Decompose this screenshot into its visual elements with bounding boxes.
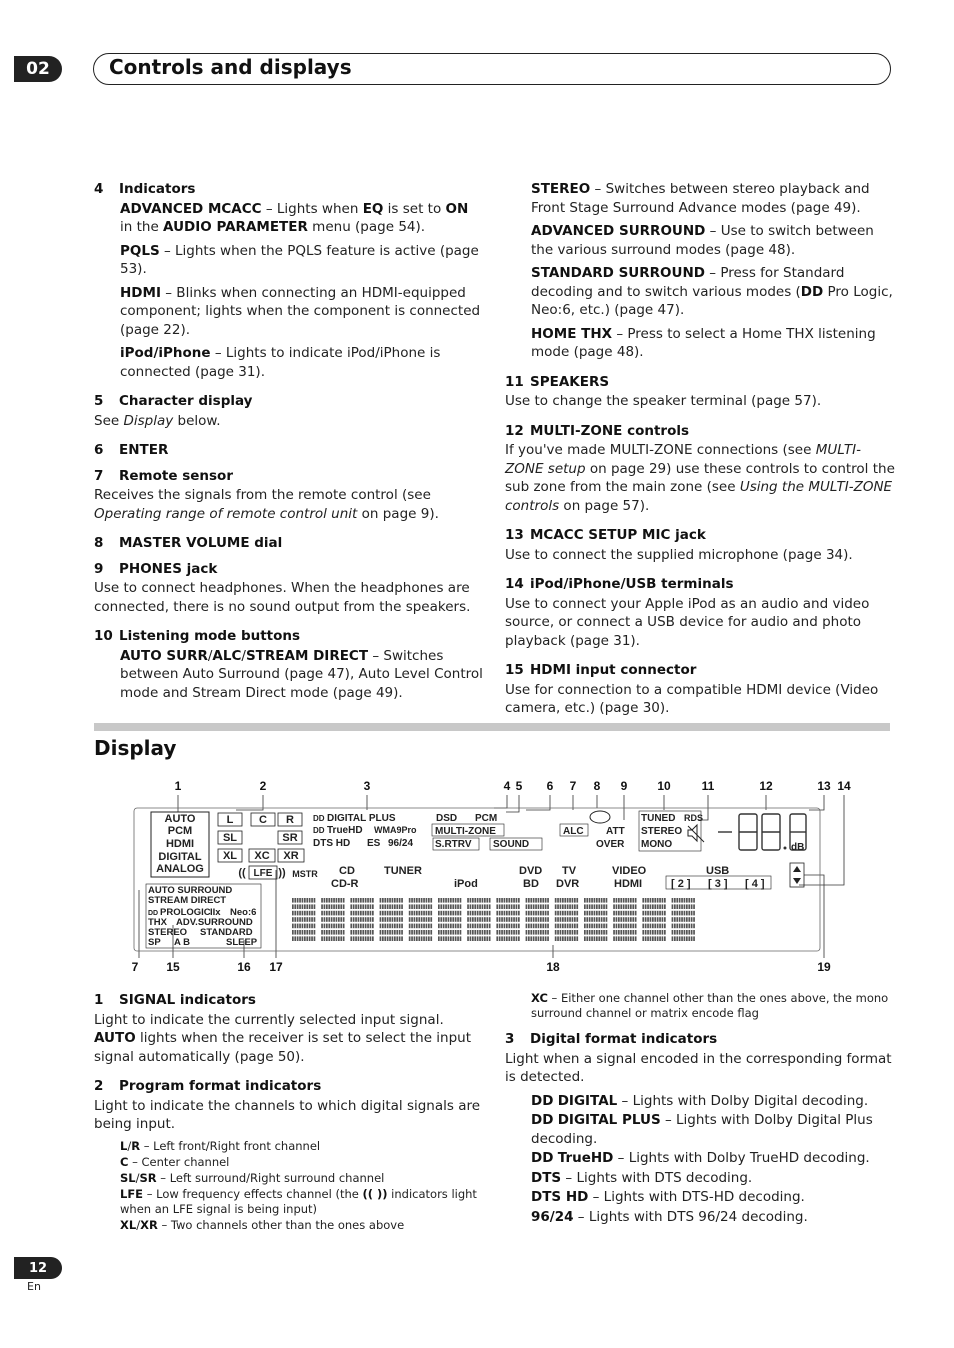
text: – Lights with Dolby Digital decoding. <box>617 1092 869 1109</box>
src-tuner: TUNER <box>384 865 422 877</box>
character-display-matrix <box>292 898 695 941</box>
item-number: 1 <box>94 992 104 1008</box>
callout-10: 10 <box>657 779 671 793</box>
ind-alc: ALC <box>563 826 584 837</box>
format-entry <box>531 1208 895 1227</box>
text: – Switches between stereo playback and Front Stage Surround Advance modes (page 49). <box>531 181 870 216</box>
term: TrueHD <box>557 1150 614 1166</box>
ch-xc: XC <box>254 850 270 862</box>
item-title: Program format indicators <box>119 1078 322 1094</box>
section-title: Display <box>94 736 177 760</box>
callout-18: 18 <box>546 960 560 974</box>
text: – Blinks when connecting an HDMI-equipped component; lights when the component is connected (page 22). <box>120 284 481 338</box>
item-number: 7 <box>94 467 104 484</box>
item-title: HDMI input connector <box>530 662 697 678</box>
callout-11: 11 <box>701 779 715 793</box>
dolby-logo-icon: DD <box>531 1150 554 1166</box>
callout-14: 14 <box>837 779 851 793</box>
callout-7: 7 <box>569 779 577 793</box>
lfe-indicator: (( )) <box>362 1186 388 1201</box>
item-desc <box>94 486 484 523</box>
src-dvr: DVR <box>556 878 580 890</box>
term: STANDARD SURROUND <box>531 265 706 281</box>
term: HOME THX <box>531 325 613 342</box>
item-title: PHONES jack <box>119 560 218 577</box>
item-desc <box>94 1029 484 1066</box>
mode-standard: STANDARD <box>200 927 253 938</box>
item-number: 12 <box>505 422 524 439</box>
page-number: 12 <box>14 1257 62 1279</box>
term: STREAM DIRECT <box>245 647 369 664</box>
term: STEREO <box>531 181 591 197</box>
mode-stream-direct: STREAM DIRECT <box>148 895 227 906</box>
item-title: SPEAKERS <box>530 373 610 390</box>
text: – Center channel <box>128 1154 230 1169</box>
item-number: 14 <box>505 576 524 592</box>
character-cell <box>321 898 344 941</box>
fmt-96-24: 96/24 <box>388 838 414 849</box>
item-desc <box>505 441 895 515</box>
signal-hdmi: HDMI <box>165 838 195 850</box>
term: AUDIO PARAMETER <box>163 219 308 235</box>
item-desc: Use for connection to a compatible HDMI device (Video camera, etc.) (page 30). <box>505 681 879 716</box>
callout-6: 6 <box>546 779 554 793</box>
text: Receives the signals from the remote control (see <box>94 487 431 503</box>
callout-13: 13 <box>817 779 831 793</box>
item-desc <box>94 647 484 703</box>
ch-sr: SR <box>282 832 298 844</box>
text: – Lights with Dolby TrueHD decoding. <box>613 1150 870 1166</box>
callout-12: 12 <box>759 779 773 793</box>
chapter-title: Controls and displays <box>109 55 352 79</box>
text: – Lights when the PQLS feature is active (page 53). <box>120 242 479 277</box>
text: – Left surround/Right surround channel <box>156 1170 385 1185</box>
item-title: Listening mode buttons <box>119 628 301 644</box>
item-title: Remote sensor <box>119 467 233 484</box>
term: 96/24 <box>531 1208 574 1225</box>
mode-stereo: STEREO <box>148 927 188 938</box>
item-number: 6 <box>94 442 104 458</box>
text: / <box>136 1217 141 1232</box>
right-column <box>505 180 895 723</box>
term: DIGITAL PLUS <box>557 1112 661 1128</box>
ref: Operating range of remote control unit <box>94 505 358 522</box>
ref: MULTI-ZONE setup <box>505 442 861 477</box>
term: R <box>131 1138 141 1153</box>
fmt-digital-plus: DIGITAL PLUS <box>327 813 396 824</box>
text: on page 57). <box>559 497 650 514</box>
term: PQLS <box>120 242 160 259</box>
character-cell <box>292 898 315 941</box>
mode-neo6: Neo:6 <box>230 907 257 918</box>
indicator-desc <box>94 200 484 237</box>
callout-7-bottom: 7 <box>131 960 139 974</box>
src-cd-r: CD-R <box>331 878 359 890</box>
callout-3: 3 <box>363 779 371 793</box>
xc-entry <box>505 991 895 1021</box>
callout-16: 16 <box>237 960 251 974</box>
term: LFE <box>120 1186 144 1201</box>
term: XC <box>531 991 548 1005</box>
ind-sound: SOUND <box>493 839 530 850</box>
text: in the <box>120 219 164 235</box>
front-panel-display-diagram <box>94 770 894 980</box>
item-number: 2 <box>94 1078 104 1094</box>
ind-mono: MONO <box>641 839 673 850</box>
channel-entry <box>120 1171 484 1186</box>
dolby-logo-icon: DD <box>313 814 325 823</box>
signal-analog: ANALOG <box>156 863 204 875</box>
item-number: 15 <box>505 662 524 678</box>
item-number: 9 <box>94 560 104 577</box>
item-desc: Use to connect the supplied microphone (page 34). <box>505 546 853 563</box>
callout-15: 15 <box>166 960 180 974</box>
callout-2: 2 <box>259 779 267 793</box>
text: – Lights with DTS-HD decoding. <box>588 1189 805 1205</box>
fmt-dsd: DSD <box>436 813 458 824</box>
text: indicators light when an LFE signal is being input) <box>120 1186 477 1216</box>
ch-mstr: MSTR <box>292 869 318 879</box>
signal-auto: AUTO <box>164 813 196 825</box>
zone-4: [ 4 ] <box>745 878 765 890</box>
callout-1: 1 <box>174 779 182 793</box>
format-entry <box>531 1149 895 1168</box>
indicator-desc <box>94 344 484 381</box>
ch-xl: XL <box>222 850 238 862</box>
character-cell <box>642 898 665 941</box>
mode-desc <box>505 222 895 259</box>
updown-icon <box>790 863 804 887</box>
dolby-logo-icon: DD <box>531 1112 554 1128</box>
callout-8: 8 <box>593 779 601 793</box>
text: – Lights when <box>261 200 363 217</box>
item-title: MULTI-ZONE controls <box>530 422 690 439</box>
signal-digital: DIGITAL <box>158 851 202 863</box>
ref: Display <box>123 412 174 429</box>
term: SR <box>139 1170 157 1185</box>
lfe-right-bracket: )) <box>278 867 286 879</box>
item-desc <box>94 412 484 431</box>
term: SL <box>120 1170 136 1185</box>
character-cell <box>672 898 695 941</box>
ch-sl: SL <box>222 832 238 844</box>
pqls-icon <box>590 811 610 823</box>
digital-format-text <box>505 991 895 1227</box>
text: – Lights with DTS 96/24 decoding. <box>573 1208 808 1225</box>
ind-sp: SP <box>148 937 161 948</box>
item-title: Character display <box>119 393 253 409</box>
character-cell <box>584 898 607 941</box>
fmt-wma9pro: WMA9Pro <box>374 825 417 835</box>
item-number: 5 <box>94 393 104 409</box>
term: DTS <box>531 1169 562 1186</box>
term: EQ <box>362 200 384 217</box>
callout-4: 4 <box>503 779 511 793</box>
fmt-truehd: TrueHD <box>327 825 363 836</box>
item-desc: Use to connect your Apple iPod as an audio and video source, or connect a USB device for audio and photo playback (page 31). <box>505 595 870 649</box>
src-dvd: DVD <box>519 865 543 877</box>
mode-desc <box>505 325 895 362</box>
item-title: Digital format indicators <box>530 1031 718 1047</box>
text: – Use to switch between the various surround modes (page 48). <box>531 223 874 258</box>
term: ADVANCED MCACC <box>120 200 262 217</box>
ind-multi-zone: MULTI-ZONE <box>435 826 496 837</box>
format-entry <box>531 1092 895 1111</box>
ch-lfe: LFE <box>253 868 273 879</box>
text: See <box>94 412 124 429</box>
item-title: iPod/iPhone/USB terminals <box>530 576 734 592</box>
text: on page 9). <box>357 505 439 522</box>
item-desc: Light when a signal encoded in the corresponding format is detected. <box>505 1050 892 1085</box>
mode-thx: THX <box>148 917 167 928</box>
dolby-logo-icon: DD <box>313 826 325 835</box>
ind-stereo: STEREO <box>641 826 683 837</box>
item-number: 8 <box>94 535 104 551</box>
item-title: SIGNAL indicators <box>119 992 256 1008</box>
signal-indicators-text <box>94 991 484 1234</box>
ind-att: ATT <box>606 826 625 837</box>
character-cell <box>496 898 519 941</box>
text: – Lights to indicate iPod/iPhone is connected (page 31). <box>120 345 441 380</box>
text: – Two channels other than the ones above <box>157 1217 405 1232</box>
term: ADVANCED SURROUND <box>531 223 706 239</box>
character-cell <box>350 898 373 941</box>
term: DIGITAL <box>557 1092 618 1109</box>
format-entry <box>531 1169 895 1188</box>
src-video: VIDEO <box>612 865 647 877</box>
ch-xr: XR <box>283 850 299 862</box>
callout-19: 19 <box>817 960 831 974</box>
dolby-logo-icon: DD <box>148 910 159 917</box>
term: iPod/iPhone <box>120 345 211 361</box>
callout-5: 5 <box>515 779 523 793</box>
character-cell <box>555 898 578 941</box>
text: menu (page 54). <box>307 219 426 235</box>
channel-entry <box>120 1187 484 1217</box>
term: DTS HD <box>531 1189 589 1205</box>
mode-desc <box>505 180 895 217</box>
zone-3: [ 3 ] <box>708 878 728 890</box>
ch-c: C <box>259 814 267 826</box>
format-entry <box>531 1188 895 1207</box>
signal-pcm: PCM <box>167 825 193 837</box>
src-ipod: iPod <box>454 878 478 890</box>
ch-l: L <box>226 814 234 826</box>
mode-prologic: PROLOGIC <box>160 907 211 918</box>
item-desc: Use to connect headphones. When the headphones are connected, there is no sound output from the speakers. <box>94 580 471 615</box>
fmt-dts-hd: DTS HD <box>313 838 351 849</box>
section-divider <box>94 723 890 731</box>
callout-9: 9 <box>620 779 628 793</box>
text: – Left front/Right front channel <box>140 1138 321 1153</box>
ref: Using the MULTI-ZONE controls <box>505 479 893 514</box>
item-title: ENTER <box>119 442 169 458</box>
text: – Press to select a Home THX listening mode (page 48). <box>531 325 876 360</box>
dolby-logo-icon: DD <box>531 1092 554 1109</box>
text: / <box>135 1170 140 1185</box>
text: – Switches between Auto Surround (page 47), Auto Level Control mode and Stream Direct mode (page 49). <box>120 647 483 701</box>
mute-icon <box>688 825 704 842</box>
mode-desc <box>505 264 895 320</box>
channel-entry <box>120 1218 484 1233</box>
indicator-desc <box>94 284 484 340</box>
term: C <box>120 1154 129 1169</box>
ind-speaker-ab: A B <box>174 937 191 948</box>
character-cell <box>467 898 490 941</box>
text: – Lights with DTS decoding. <box>561 1169 753 1186</box>
text: / <box>127 1138 132 1153</box>
ind-rds: RDS <box>684 813 704 823</box>
ind-over: OVER <box>596 839 625 850</box>
item-title: MASTER VOLUME dial <box>119 535 283 551</box>
text: / <box>207 647 213 664</box>
src-cd: CD <box>339 865 355 877</box>
lfe-left-bracket: (( <box>238 867 246 879</box>
text: is set to <box>383 200 446 217</box>
format-entry <box>531 1111 895 1148</box>
chapter-number: 02 <box>14 56 62 82</box>
text: / <box>241 647 246 664</box>
fmt-es: ES <box>367 838 381 849</box>
src-hdmi: HDMI <box>614 878 643 890</box>
fmt-pcm: PCM <box>475 813 498 824</box>
item-desc: Light to indicate the channels to which digital signals are being input. <box>94 1097 481 1132</box>
ch-r: R <box>286 814 294 826</box>
term: XR <box>140 1217 158 1232</box>
character-cell <box>438 898 461 941</box>
term: ON <box>445 200 469 217</box>
term: ALC <box>212 647 242 664</box>
indicator-desc <box>94 242 484 279</box>
mode-auto-surround: AUTO SURROUND <box>148 885 233 896</box>
text: – Either one channel other than the ones above, the mono surround channel or matrix encode flag <box>531 991 889 1020</box>
dolby-logo-icon: DD <box>800 283 824 300</box>
text: – Press for Standard decoding and to switch various modes ( <box>531 265 845 300</box>
text: lights when the receiver is set to select the input signal automatically (page 50). <box>94 1030 472 1065</box>
channel-entry <box>120 1139 484 1154</box>
src-bd: BD <box>523 878 539 890</box>
item-number: 11 <box>505 373 524 390</box>
item-title: Indicators <box>119 181 196 197</box>
mode-iix: IIx <box>210 907 221 918</box>
text: on page 29) use these controls to control the sub zone from the main zone (see <box>505 460 895 495</box>
format-list <box>505 1092 895 1227</box>
src-usb: USB <box>706 865 730 877</box>
text: below. <box>173 412 221 429</box>
page-language: En <box>27 1280 41 1293</box>
item-number: 3 <box>505 1031 515 1047</box>
text: If you've made MULTI-ZONE connections (see <box>505 442 816 458</box>
item-number: 10 <box>94 628 113 644</box>
term: AUTO SURR <box>120 647 208 664</box>
item-number: 4 <box>94 181 104 197</box>
item-desc: Light to indicate the currently selected input signal. <box>94 1011 444 1028</box>
item-desc: Use to change the speaker terminal (page 57). <box>505 393 822 409</box>
text: – Lights with Dolby Digital Plus decoding. <box>531 1112 873 1147</box>
channel-list <box>94 1139 484 1233</box>
term: AUTO <box>94 1030 136 1046</box>
item-number: 13 <box>505 527 524 543</box>
term: HDMI <box>120 284 161 301</box>
ind-s-rtrv: S.RTRV <box>435 839 472 850</box>
mode-adv-surround: ADV.SURROUND <box>176 917 253 928</box>
text: Pro Logic, Neo:6, etc.) (page 47). <box>531 283 893 318</box>
channel-entry <box>120 1155 484 1170</box>
ind-tuned: TUNED <box>641 813 676 824</box>
term: L <box>120 1138 128 1153</box>
character-cell <box>613 898 636 941</box>
left-column <box>94 180 484 707</box>
character-cell <box>380 898 403 941</box>
item-title: MCACC SETUP MIC jack <box>530 527 706 543</box>
callout-17: 17 <box>269 960 283 974</box>
db-label: dB <box>791 842 805 853</box>
character-cell <box>409 898 432 941</box>
zone-2: [ 2 ] <box>671 878 691 890</box>
term: XL <box>120 1217 137 1232</box>
src-tv: TV <box>562 865 577 877</box>
ind-sleep: SLEEP <box>226 937 258 948</box>
text: – Low frequency effects channel (the <box>143 1186 363 1201</box>
character-cell <box>526 898 549 941</box>
